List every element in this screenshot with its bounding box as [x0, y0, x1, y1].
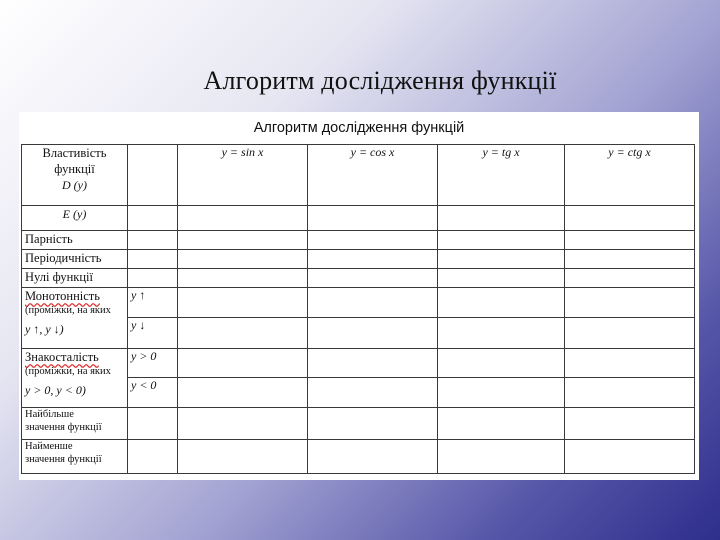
- negative-label: y < 0: [128, 378, 178, 408]
- row-header-periodicity: Періодичність: [22, 250, 128, 269]
- table-cell: [178, 231, 308, 250]
- table-cell: [308, 206, 438, 231]
- table-cell: [178, 250, 308, 269]
- table-row: [22, 288, 695, 318]
- table-cell: [565, 318, 695, 349]
- row-header-min: [22, 440, 128, 474]
- sign-label: Знакосталість: [25, 350, 99, 364]
- row-header-range: E (y): [22, 206, 128, 231]
- table-cell: [178, 349, 308, 378]
- table-cell: [438, 231, 565, 250]
- table-cell: [128, 145, 178, 206]
- table-cell: [438, 408, 565, 440]
- sign-hint: (проміжки, на яких: [25, 366, 111, 377]
- table-row: [22, 269, 695, 288]
- monotonic-hint: (проміжки, на яких: [25, 305, 111, 316]
- sign-hint-formula: y > 0, y < 0): [25, 383, 86, 397]
- domain-label-line1: Властивість: [42, 146, 107, 160]
- positive-label: y > 0: [128, 349, 178, 378]
- min-label-line2: значення функції: [25, 454, 102, 465]
- function-study-table: [21, 144, 695, 474]
- table-cell: [565, 378, 695, 408]
- table-cell: [128, 408, 178, 440]
- slide-title: Алгоритм дослідження функції: [203, 66, 557, 95]
- table-cell: [565, 288, 695, 318]
- monotonic-hint-formula: y ↑, y ↓): [25, 322, 64, 336]
- table-cell: [438, 349, 565, 378]
- table-row: [22, 145, 695, 206]
- table-cell: [308, 269, 438, 288]
- min-label-line1: Найменше: [25, 441, 73, 452]
- table-row: [22, 206, 695, 231]
- column-header-sin: y = sin x: [178, 145, 308, 206]
- row-header-max: [22, 408, 128, 440]
- table-cell: [308, 288, 438, 318]
- column-header-cos: y = cos x: [308, 145, 438, 206]
- table-cell: [565, 349, 695, 378]
- table-cell: [438, 378, 565, 408]
- table-row: [22, 440, 695, 474]
- decrease-label: y ↓: [128, 318, 178, 349]
- table-cell: [308, 318, 438, 349]
- table-row: [22, 231, 695, 250]
- table-cell: [178, 206, 308, 231]
- row-header-sign: [22, 349, 128, 408]
- column-header-tg: y = tg x: [438, 145, 565, 206]
- increase-label: y ↑: [128, 288, 178, 318]
- table-cell: [565, 206, 695, 231]
- table-cell: [308, 378, 438, 408]
- table-cell: [308, 250, 438, 269]
- table-cell: [308, 440, 438, 474]
- table-cell: [438, 250, 565, 269]
- table-cell: [128, 250, 178, 269]
- table-cell: [178, 440, 308, 474]
- table-cell: [128, 231, 178, 250]
- table-cell: [178, 378, 308, 408]
- row-header-zeros: Нулі функції: [22, 269, 128, 288]
- table-cell: [565, 269, 695, 288]
- domain-label-line3: D (y): [62, 178, 87, 192]
- table-cell: [178, 408, 308, 440]
- table-cell: [308, 349, 438, 378]
- table-title: Алгоритм дослідження функцій: [253, 120, 465, 136]
- row-header-parity: Парність: [22, 231, 128, 250]
- max-label-line1: Найбільше: [25, 409, 74, 420]
- table-row: [22, 250, 695, 269]
- table-cell: [438, 206, 565, 231]
- table-cell: [128, 206, 178, 231]
- column-header-ctg: y = ctg x: [565, 145, 695, 206]
- table-cell: [438, 288, 565, 318]
- max-label-line2: значення функції: [25, 422, 102, 433]
- domain-label-line2: функції: [54, 162, 95, 176]
- scanned-table-image: [19, 112, 699, 480]
- table-cell: [178, 269, 308, 288]
- table-cell: [565, 408, 695, 440]
- table-cell: [128, 269, 178, 288]
- table-cell: [178, 288, 308, 318]
- table-cell: [438, 440, 565, 474]
- table-cell: [565, 231, 695, 250]
- table-cell: [438, 269, 565, 288]
- table-cell: [178, 318, 308, 349]
- table-row: [22, 349, 695, 378]
- row-header-monotonic: [22, 288, 128, 349]
- table-cell: [565, 440, 695, 474]
- table-cell: [128, 440, 178, 474]
- table-cell: [565, 250, 695, 269]
- table-cell: [438, 318, 565, 349]
- monotonic-label: Монотонність: [25, 289, 100, 303]
- table-cell: [308, 231, 438, 250]
- table-cell: [308, 408, 438, 440]
- table-row: [22, 408, 695, 440]
- row-header-domain: [22, 145, 128, 206]
